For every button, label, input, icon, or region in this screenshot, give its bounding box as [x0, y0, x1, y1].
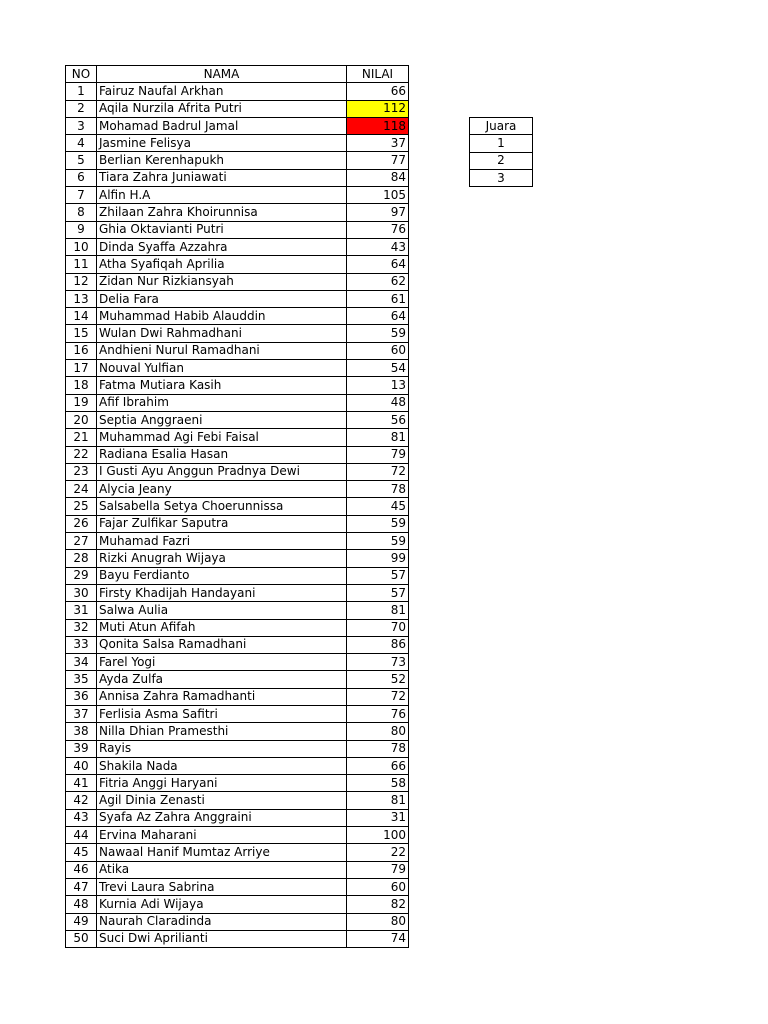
cell-nilai[interactable]: 76: [347, 705, 409, 722]
cell-nama[interactable]: Farel Yogi: [97, 654, 347, 671]
cell-nilai[interactable]: 112: [347, 100, 409, 117]
cell-no[interactable]: 10: [66, 238, 97, 255]
cell-nilai[interactable]: 97: [347, 204, 409, 221]
cell-nama[interactable]: Septia Anggraeni: [97, 411, 347, 428]
cell-nilai[interactable]: 13: [347, 377, 409, 394]
table-row: [66, 83, 409, 100]
table-row: [66, 498, 409, 515]
cell-nama[interactable]: Alfin H.A: [97, 187, 347, 204]
cell-nilai[interactable]: 78: [347, 740, 409, 757]
table-row: [66, 533, 409, 550]
juara-cell[interactable]: 1: [470, 135, 533, 152]
header-no[interactable]: NO: [66, 66, 97, 83]
cell-no[interactable]: 35: [66, 671, 97, 688]
cell-no[interactable]: 4: [66, 135, 97, 152]
table-row: [66, 757, 409, 774]
cell-no[interactable]: 39: [66, 740, 97, 757]
cell-no[interactable]: 3: [66, 117, 97, 134]
table-row: [66, 602, 409, 619]
cell-no[interactable]: 27: [66, 533, 97, 550]
cell-nama[interactable]: Ayda Zulfa: [97, 671, 347, 688]
cell-nama[interactable]: I Gusti Ayu Anggun Pradnya Dewi: [97, 463, 347, 480]
cell-nama[interactable]: Tiara Zahra Juniawati: [97, 169, 347, 186]
table-row: [66, 377, 409, 394]
juara-table: [469, 117, 533, 187]
cell-no[interactable]: 46: [66, 861, 97, 878]
cell-no[interactable]: 32: [66, 619, 97, 636]
table-row: [66, 273, 409, 290]
table-row: [66, 308, 409, 325]
cell-nama[interactable]: Firsty Khadijah Handayani: [97, 584, 347, 601]
table-row: [66, 567, 409, 584]
table-row: [66, 584, 409, 601]
cell-nama[interactable]: Qonita Salsa Ramadhani: [97, 636, 347, 653]
cell-nama[interactable]: Muhammad Agi Febi Faisal: [97, 429, 347, 446]
cell-nilai[interactable]: 43: [347, 238, 409, 255]
cell-nama[interactable]: Nouval Yulfian: [97, 360, 347, 377]
cell-nama[interactable]: Jasmine Felisya: [97, 135, 347, 152]
cell-nama[interactable]: Aqila Nurzila Afrita Putri: [97, 100, 347, 117]
cell-no[interactable]: 7: [66, 187, 97, 204]
cell-nama[interactable]: Muhammad Habib Alauddin: [97, 308, 347, 325]
cell-nama[interactable]: Atha Syafiqah Aprilia: [97, 256, 347, 273]
cell-nilai[interactable]: 45: [347, 498, 409, 515]
cell-nama[interactable]: Suci Dwi Aprilianti: [97, 930, 347, 947]
cell-no[interactable]: 20: [66, 411, 97, 428]
cell-no[interactable]: 30: [66, 584, 97, 601]
cell-no[interactable]: 22: [66, 446, 97, 463]
cell-nilai[interactable]: 60: [347, 878, 409, 895]
table-row: [66, 809, 409, 826]
cell-nilai[interactable]: 70: [347, 619, 409, 636]
table-row: [66, 861, 409, 878]
cell-nama[interactable]: Fajar Zulfikar Saputra: [97, 515, 347, 532]
juara-cell[interactable]: 3: [470, 169, 533, 186]
cell-nilai[interactable]: 62: [347, 273, 409, 290]
table-row: [66, 619, 409, 636]
cell-nama[interactable]: Mohamad Badrul Jamal: [97, 117, 347, 134]
cell-no[interactable]: 1: [66, 83, 97, 100]
cell-nilai[interactable]: 54: [347, 360, 409, 377]
header-row: [66, 66, 409, 83]
table-row: [66, 342, 409, 359]
cell-no[interactable]: 12: [66, 273, 97, 290]
cell-no[interactable]: 38: [66, 723, 97, 740]
cell-nilai[interactable]: 74: [347, 930, 409, 947]
cell-nilai[interactable]: 72: [347, 688, 409, 705]
cell-nama[interactable]: Bayu Ferdianto: [97, 567, 347, 584]
table-row: [66, 896, 409, 913]
cell-no[interactable]: 14: [66, 308, 97, 325]
cell-nilai[interactable]: 79: [347, 861, 409, 878]
table-row: [66, 411, 409, 428]
cell-nama[interactable]: Ghia Oktavianti Putri: [97, 221, 347, 238]
table-row: [66, 930, 409, 947]
cell-nilai[interactable]: 66: [347, 757, 409, 774]
cell-nama[interactable]: Delia Fara: [97, 290, 347, 307]
cell-nilai[interactable]: 118: [347, 117, 409, 134]
cell-nilai[interactable]: 59: [347, 515, 409, 532]
cell-nama[interactable]: Rayis: [97, 740, 347, 757]
table-row: [66, 135, 409, 152]
cell-no[interactable]: 40: [66, 757, 97, 774]
table-row: [66, 429, 409, 446]
cell-nama[interactable]: Rizki Anugrah Wijaya: [97, 550, 347, 567]
cell-no[interactable]: 26: [66, 515, 97, 532]
cell-nilai[interactable]: 79: [347, 446, 409, 463]
cell-nama[interactable]: Andhieni Nurul Ramadhani: [97, 342, 347, 359]
cell-no[interactable]: 19: [66, 394, 97, 411]
cell-no[interactable]: 23: [66, 463, 97, 480]
table-row: [66, 446, 409, 463]
table-row: [66, 723, 409, 740]
cell-no[interactable]: 48: [66, 896, 97, 913]
cell-nilai[interactable]: 80: [347, 913, 409, 930]
cell-no[interactable]: 28: [66, 550, 97, 567]
cell-nilai[interactable]: 84: [347, 169, 409, 186]
cell-no[interactable]: 13: [66, 290, 97, 307]
cell-nilai[interactable]: 22: [347, 844, 409, 861]
cell-nama[interactable]: Muti Atun Afifah: [97, 619, 347, 636]
cell-nama[interactable]: Radiana Esalia Hasan: [97, 446, 347, 463]
cell-nilai[interactable]: 100: [347, 827, 409, 844]
table-row: [66, 187, 409, 204]
table-row: [66, 221, 409, 238]
cell-nama[interactable]: Naurah Claradinda: [97, 913, 347, 930]
cell-no[interactable]: 25: [66, 498, 97, 515]
cell-no[interactable]: 29: [66, 567, 97, 584]
table-row: [66, 117, 409, 134]
table-row: [66, 878, 409, 895]
table-row: [66, 792, 409, 809]
cell-no[interactable]: 44: [66, 827, 97, 844]
cell-nilai[interactable]: 72: [347, 463, 409, 480]
juara-row: [470, 135, 533, 152]
cell-nama[interactable]: Alycia Jeany: [97, 481, 347, 498]
cell-nilai[interactable]: 99: [347, 550, 409, 567]
cell-nama[interactable]: Afif Ibrahim: [97, 394, 347, 411]
cell-no[interactable]: 15: [66, 325, 97, 342]
cell-nama[interactable]: Trevi Laura Sabrina: [97, 878, 347, 895]
cell-nama[interactable]: Ferlisia Asma Safitri: [97, 705, 347, 722]
table-row: [66, 100, 409, 117]
cell-no[interactable]: 16: [66, 342, 97, 359]
table-row: [66, 671, 409, 688]
cell-nama[interactable]: Syafa Az Zahra Anggraini: [97, 809, 347, 826]
header-nama[interactable]: NAMA: [97, 66, 347, 83]
cell-no[interactable]: 6: [66, 169, 97, 186]
cell-nilai[interactable]: 81: [347, 429, 409, 446]
juara-header-row: [470, 118, 533, 135]
cell-no[interactable]: 18: [66, 377, 97, 394]
cell-nilai[interactable]: 58: [347, 775, 409, 792]
table-row: [66, 256, 409, 273]
cell-nama[interactable]: Shakila Nada: [97, 757, 347, 774]
cell-nama[interactable]: Nilla Dhian Pramesthi: [97, 723, 347, 740]
table-row: [66, 688, 409, 705]
cell-nama[interactable]: Salsabella Setya Choerunnissa: [97, 498, 347, 515]
cell-no[interactable]: 9: [66, 221, 97, 238]
cell-nilai[interactable]: 52: [347, 671, 409, 688]
cell-no[interactable]: 34: [66, 654, 97, 671]
cell-nama[interactable]: Kurnia Adi Wijaya: [97, 896, 347, 913]
cell-no[interactable]: 43: [66, 809, 97, 826]
cell-nilai[interactable]: 80: [347, 723, 409, 740]
cell-nilai[interactable]: 59: [347, 325, 409, 342]
cell-nilai[interactable]: 76: [347, 221, 409, 238]
cell-no[interactable]: 37: [66, 705, 97, 722]
cell-nilai[interactable]: 60: [347, 342, 409, 359]
table-row: [66, 740, 409, 757]
cell-no[interactable]: 49: [66, 913, 97, 930]
cell-no[interactable]: 17: [66, 360, 97, 377]
cell-nilai[interactable]: 37: [347, 135, 409, 152]
table-row: [66, 204, 409, 221]
cell-nama[interactable]: Fairuz Naufal Arkhan: [97, 83, 347, 100]
cell-no[interactable]: 41: [66, 775, 97, 792]
cell-nama[interactable]: Wulan Dwi Rahmadhani: [97, 325, 347, 342]
cell-no[interactable]: 31: [66, 602, 97, 619]
cell-no[interactable]: 24: [66, 481, 97, 498]
table-row: [66, 515, 409, 532]
cell-nama[interactable]: Ervina Maharani: [97, 827, 347, 844]
cell-no[interactable]: 11: [66, 256, 97, 273]
juara-header[interactable]: Juara: [470, 118, 533, 135]
cell-nama[interactable]: Salwa Aulia: [97, 602, 347, 619]
cell-no[interactable]: 50: [66, 930, 97, 947]
cell-nama[interactable]: Fitria Anggi Haryani: [97, 775, 347, 792]
cell-no[interactable]: 45: [66, 844, 97, 861]
cell-nilai[interactable]: 66: [347, 83, 409, 100]
cell-no[interactable]: 42: [66, 792, 97, 809]
table-row: [66, 705, 409, 722]
cell-nilai[interactable]: 56: [347, 411, 409, 428]
cell-nilai[interactable]: 81: [347, 792, 409, 809]
cell-nilai[interactable]: 77: [347, 152, 409, 169]
cell-nilai[interactable]: 81: [347, 602, 409, 619]
cell-no[interactable]: 2: [66, 100, 97, 117]
cell-no[interactable]: 21: [66, 429, 97, 446]
juara-row: [470, 169, 533, 186]
cell-nilai[interactable]: 61: [347, 290, 409, 307]
header-nilai[interactable]: NILAI: [347, 66, 409, 83]
cell-nama[interactable]: Dinda Syaffa Azzahra: [97, 238, 347, 255]
table-row: [66, 827, 409, 844]
cell-no[interactable]: 5: [66, 152, 97, 169]
cell-nilai[interactable]: 57: [347, 584, 409, 601]
cell-no[interactable]: 33: [66, 636, 97, 653]
table-row: [66, 152, 409, 169]
cell-nama[interactable]: Fatma Mutiara Kasih: [97, 377, 347, 394]
cell-nama[interactable]: Zhilaan Zahra Khoirunnisa: [97, 204, 347, 221]
cell-nilai[interactable]: 64: [347, 256, 409, 273]
cell-no[interactable]: 47: [66, 878, 97, 895]
table-row: [66, 481, 409, 498]
cell-nama[interactable]: Berlian Kerenhapukh: [97, 152, 347, 169]
table-row: [66, 654, 409, 671]
cell-no[interactable]: 8: [66, 204, 97, 221]
cell-nilai[interactable]: 57: [347, 567, 409, 584]
score-body: [66, 83, 409, 948]
table-row: [66, 636, 409, 653]
cell-nama[interactable]: Annisa Zahra Ramadhanti: [97, 688, 347, 705]
juara-body: [470, 118, 533, 187]
table-row: [66, 325, 409, 342]
cell-nilai[interactable]: 78: [347, 481, 409, 498]
cell-nilai[interactable]: 105: [347, 187, 409, 204]
cell-nilai[interactable]: 31: [347, 809, 409, 826]
juara-cell[interactable]: 2: [470, 152, 533, 169]
table-row: [66, 844, 409, 861]
cell-nilai[interactable]: 82: [347, 896, 409, 913]
table-row: [66, 550, 409, 567]
juara-row: [470, 152, 533, 169]
table-row: [66, 238, 409, 255]
cell-nilai[interactable]: 59: [347, 533, 409, 550]
cell-no[interactable]: 36: [66, 688, 97, 705]
cell-nama[interactable]: Zidan Nur Rizkiansyah: [97, 273, 347, 290]
cell-nama[interactable]: Atika: [97, 861, 347, 878]
score-table: [65, 65, 409, 948]
cell-nama[interactable]: Muhamad Fazri: [97, 533, 347, 550]
table-row: [66, 360, 409, 377]
table-row: [66, 775, 409, 792]
cell-nama[interactable]: Nawaal Hanif Mumtaz Arriye: [97, 844, 347, 861]
cell-nilai[interactable]: 73: [347, 654, 409, 671]
table-row: [66, 290, 409, 307]
table-row: [66, 463, 409, 480]
cell-nilai[interactable]: 64: [347, 308, 409, 325]
cell-nama[interactable]: Agil Dinia Zenasti: [97, 792, 347, 809]
table-row: [66, 913, 409, 930]
cell-nilai[interactable]: 86: [347, 636, 409, 653]
table-row: [66, 394, 409, 411]
table-row: [66, 169, 409, 186]
cell-nilai[interactable]: 48: [347, 394, 409, 411]
